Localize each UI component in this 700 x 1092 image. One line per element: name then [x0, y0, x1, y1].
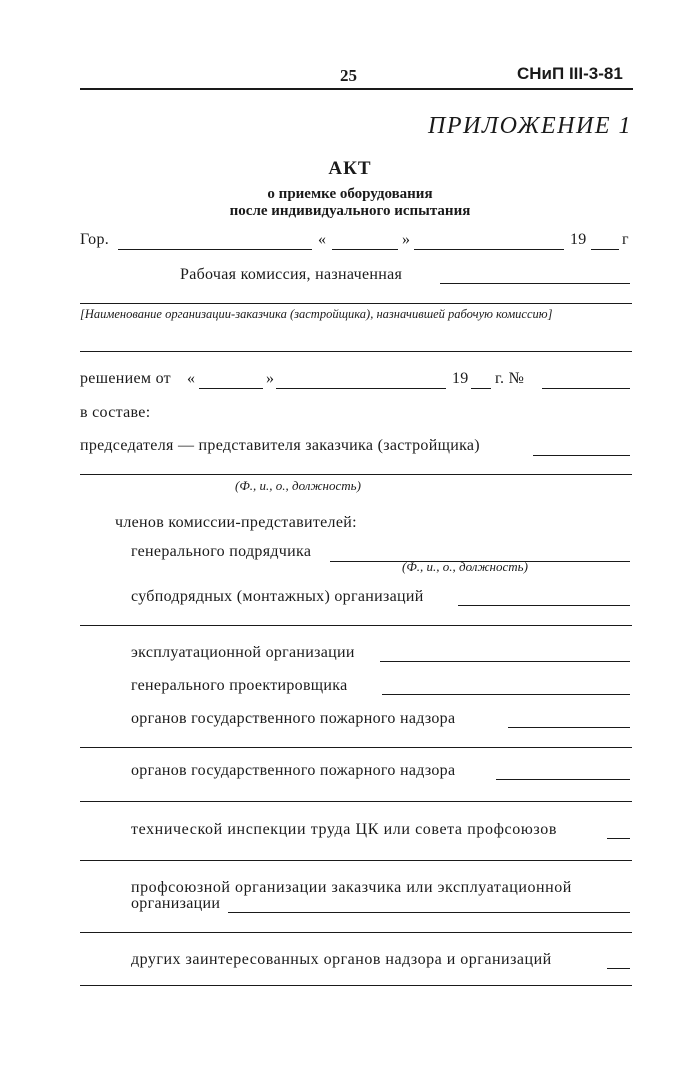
date-day-field[interactable]	[332, 249, 398, 250]
composition-label: в составе:	[80, 404, 151, 421]
fire-supervision-field-2[interactable]	[496, 779, 630, 780]
general-designer-field[interactable]	[382, 694, 630, 695]
chairman-field-line[interactable]	[80, 474, 632, 475]
commission-field[interactable]	[440, 283, 630, 284]
general-contractor-label: генерального подрядчика	[131, 543, 312, 560]
subcontractors-label: субподрядных (монтажных) организаций	[131, 588, 424, 605]
members-label: членов комиссии-представителей:	[115, 514, 357, 531]
labor-inspection-label: технической инспекции труда ЦК или совета профсоюзов	[131, 821, 557, 838]
page-number: 25	[340, 66, 357, 85]
decision-month-field[interactable]	[276, 388, 446, 389]
decision-day-field[interactable]	[199, 388, 263, 389]
city-field[interactable]	[118, 249, 312, 250]
act-subtitle-line1: о приемке оборудования	[267, 186, 433, 202]
trade-union-label-line2: организации	[131, 895, 221, 912]
city-label: Гор.	[80, 231, 110, 248]
decision-label: решением от	[80, 370, 171, 387]
trade-union-label-line1: профсоюзной организации заказчика или эксплуатационной	[131, 879, 572, 896]
decision-close-quote: »	[266, 370, 275, 387]
organization-caption: [Наименование организации-заказчика (застройщика), назначившей рабочую комиссию]	[80, 307, 553, 321]
fire-supervision-field-1[interactable]	[508, 727, 630, 728]
date-close-quote: »	[402, 231, 411, 248]
fire-supervision-field-line-1[interactable]	[80, 747, 632, 748]
act-subtitle-line2: после индивидуального испытания	[229, 203, 471, 219]
general-contractor-fio-caption: (Ф., и., о., должность)	[402, 559, 528, 574]
operating-org-field[interactable]	[380, 661, 630, 662]
date-month-field[interactable]	[414, 249, 564, 250]
other-bodies-label: других заинтересованных органов надзора и организаций	[131, 951, 552, 968]
subcontractors-field[interactable]	[458, 605, 630, 606]
document-code: СНиП III-3-81	[517, 64, 623, 83]
date-year-suffix: г	[622, 231, 629, 248]
decision-year-field[interactable]	[471, 388, 491, 389]
other-bodies-field[interactable]	[607, 968, 630, 969]
header-rule	[80, 88, 633, 90]
date-year-field[interactable]	[591, 249, 619, 250]
decision-number-field[interactable]	[542, 388, 630, 389]
decision-year-prefix: 19	[452, 370, 469, 387]
commission-label: Рабочая комиссия, назначенная	[180, 266, 403, 283]
appendix-title: ПРИЛОЖЕНИЕ 1	[428, 113, 632, 139]
operating-org-label: эксплуатационной организации	[131, 644, 355, 661]
organization-field-line-2[interactable]	[80, 351, 632, 352]
date-open-quote: «	[318, 231, 327, 248]
trade-union-field[interactable]	[228, 912, 630, 913]
labor-inspection-field[interactable]	[607, 838, 630, 839]
organization-field-line[interactable]	[80, 303, 632, 304]
decision-number-label: г. №	[495, 370, 525, 387]
decision-open-quote: «	[187, 370, 196, 387]
act-title: АКТ	[328, 158, 372, 179]
fire-supervision-label-1: органов государственного пожарного надзора	[131, 710, 456, 727]
chairman-label: председателя — представителя заказчика (застройщика)	[80, 437, 480, 454]
general-designer-label: генерального проектировщика	[131, 677, 348, 694]
date-year-prefix: 19	[570, 231, 587, 248]
trade-union-field-line[interactable]	[80, 932, 632, 933]
other-bodies-field-line[interactable]	[80, 985, 632, 986]
fire-supervision-label-2: органов государственного пожарного надзора	[131, 762, 456, 779]
fire-supervision-field-line-2[interactable]	[80, 801, 632, 802]
chairman-field[interactable]	[533, 455, 630, 456]
chairman-fio-caption: (Ф., и., о., должность)	[235, 478, 361, 493]
labor-inspection-field-line[interactable]	[80, 860, 632, 861]
subcontractors-field-line[interactable]	[80, 625, 632, 626]
